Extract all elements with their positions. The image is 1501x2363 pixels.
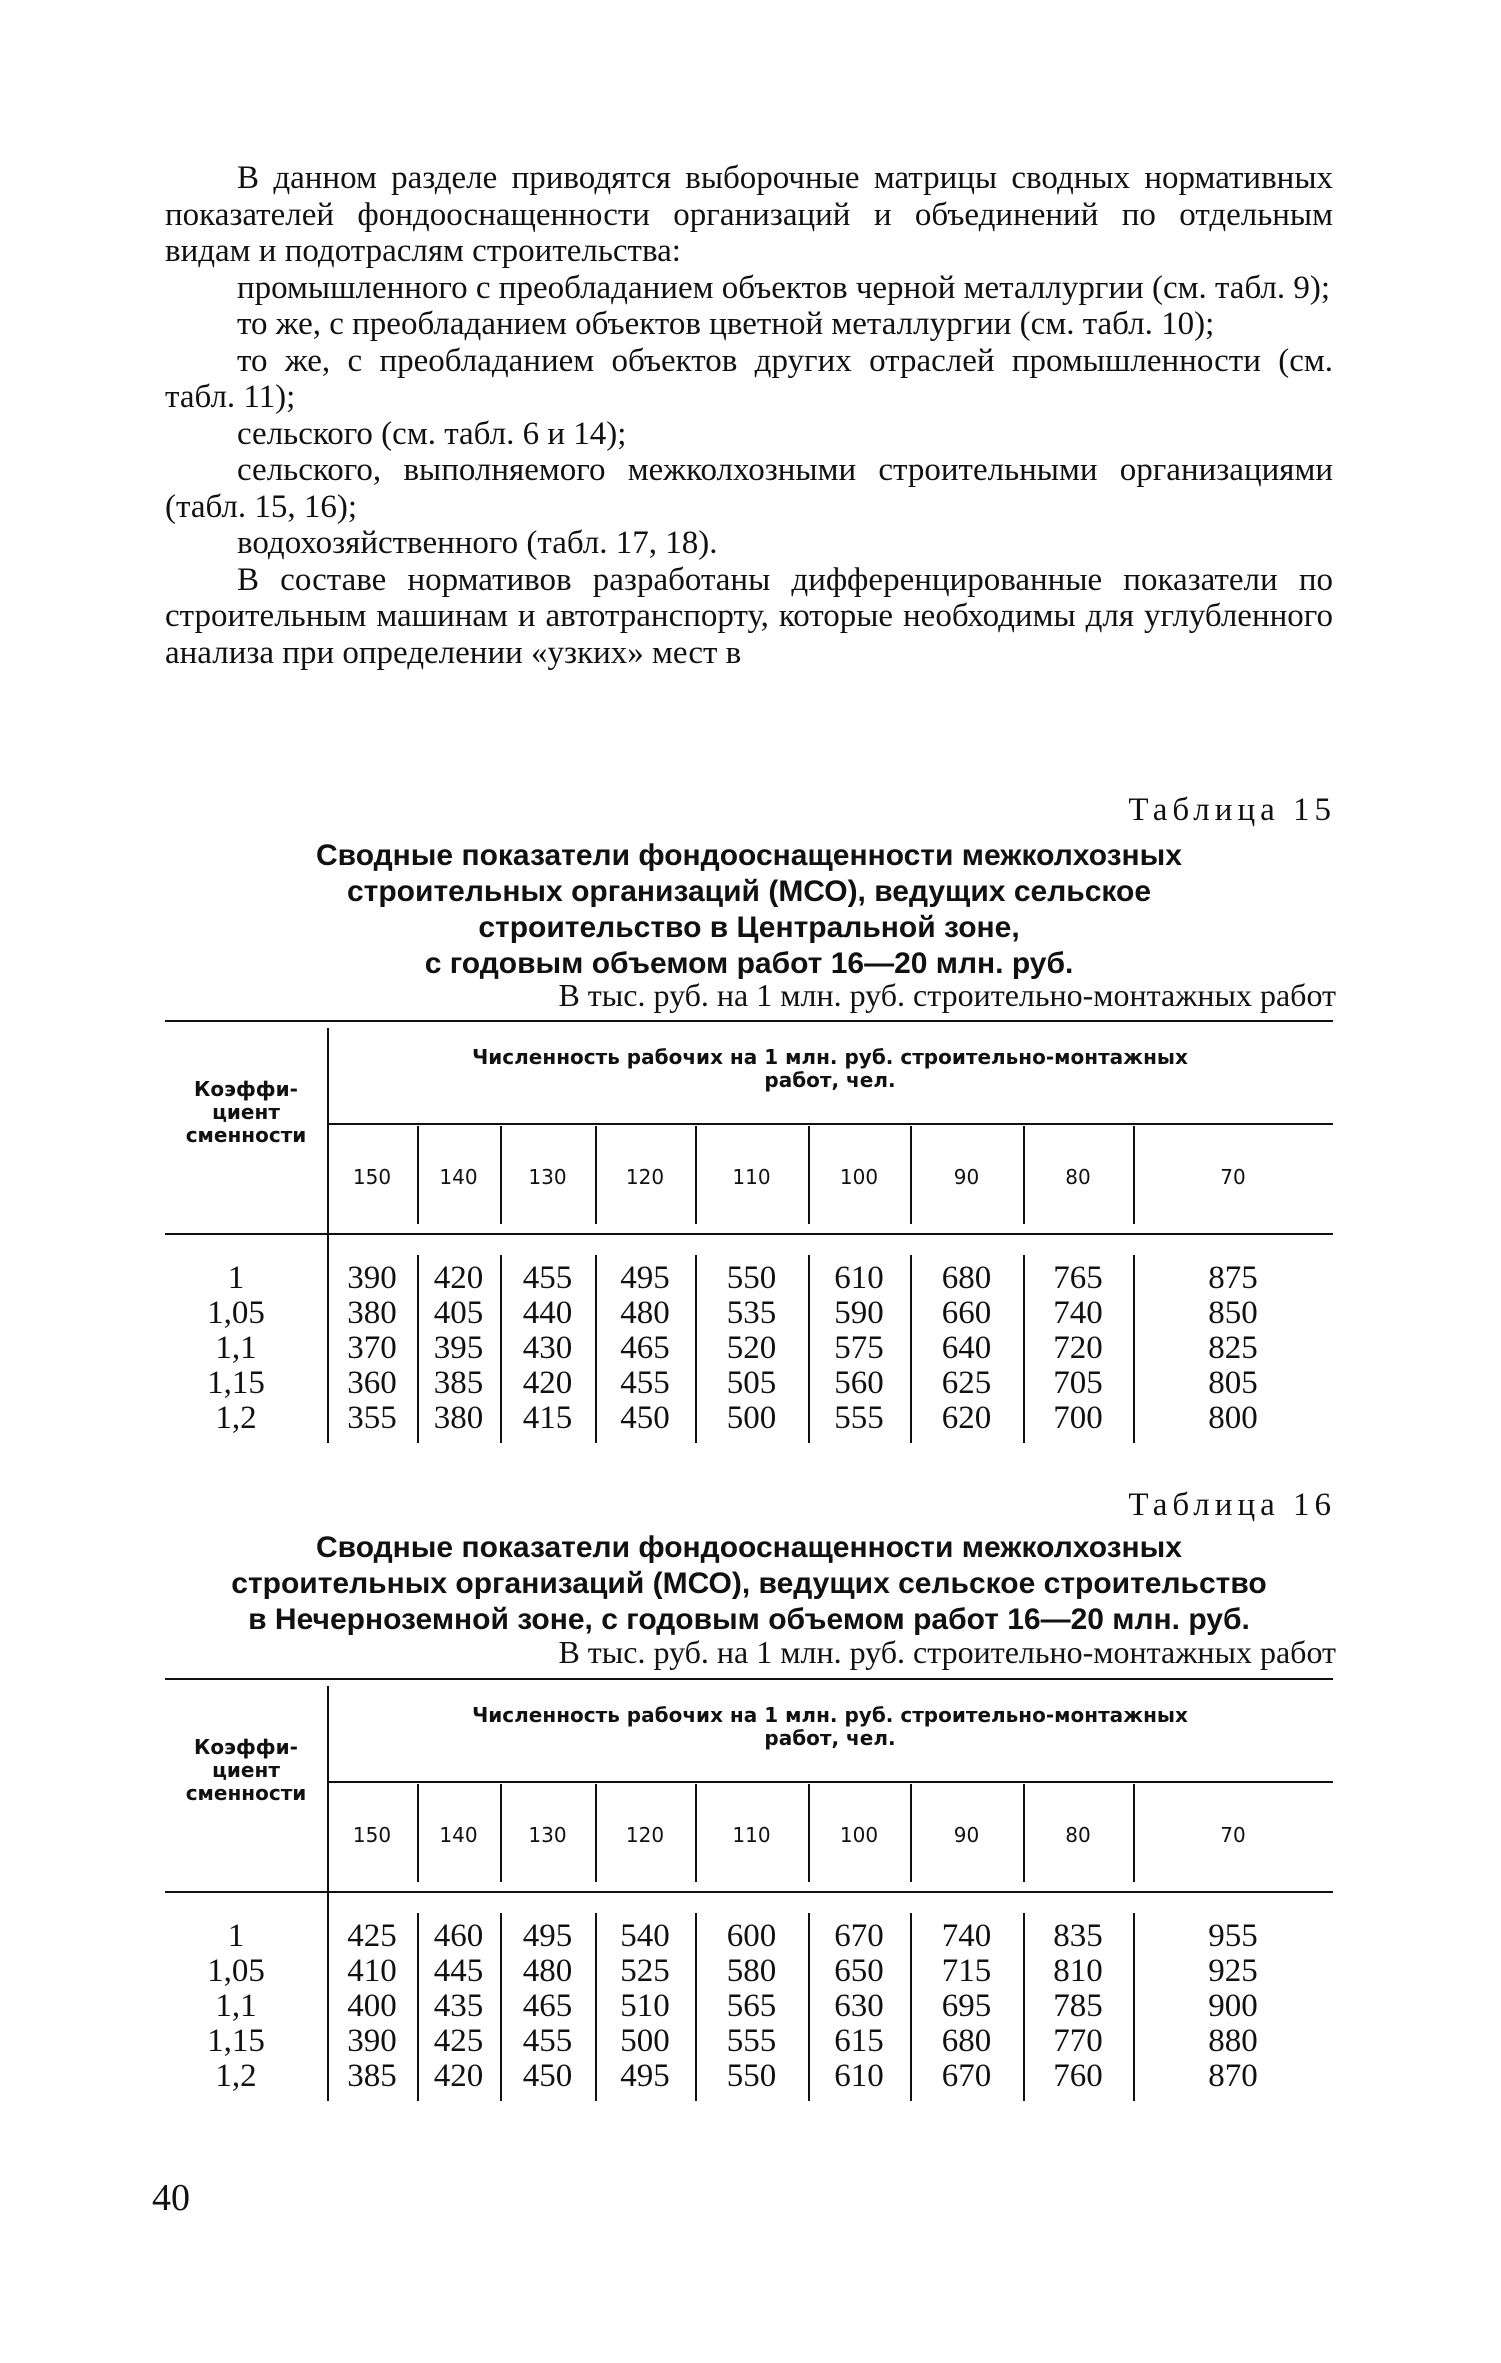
table-cell: 680: [941, 1260, 992, 1296]
table-cell: 465: [522, 1988, 573, 2024]
table-cell: 500: [726, 1400, 777, 1436]
table-cell: 610: [834, 2058, 884, 2094]
table-cell: 425: [347, 1918, 397, 1954]
table-cell: 875: [1208, 1260, 1258, 1296]
table-cell: 615: [834, 2023, 884, 2059]
table-cell: 740: [1053, 1295, 1103, 1331]
table-title-line: Сводные показатели фондооснащенности межколхозных: [316, 839, 1182, 872]
table-cell: 415: [522, 1400, 573, 1436]
column-header: 130: [528, 1823, 567, 1847]
page-number: 40: [152, 2177, 190, 2219]
table-title-line: строительство в Центральной зоне,: [478, 911, 1020, 944]
table-top-rule: [165, 1020, 1333, 1022]
table-cell: 810: [1053, 1953, 1103, 1989]
table-cell: 465: [620, 1330, 670, 1366]
column-header: 110: [732, 1823, 771, 1847]
table-cell: 395: [433, 1330, 484, 1366]
table-cell: 420: [522, 1365, 573, 1401]
table-cell: 715: [941, 1953, 992, 1989]
column-group-header-line: Численность рабочих на 1 млн. руб. строительно-монтажных: [472, 1703, 1188, 1727]
table-cell: 770: [1053, 2023, 1103, 2059]
column-header: 90: [953, 1823, 980, 1847]
table-cell: 720: [1053, 1330, 1103, 1366]
table-cell: 495: [522, 1918, 573, 1954]
table-cell: 555: [726, 2023, 777, 2059]
table-title-line: строительных организаций (МСО), ведущих сельское: [346, 875, 1152, 908]
table-cell: 355: [347, 1400, 397, 1436]
table-cell: 955: [1208, 1918, 1258, 1954]
row-header-line: Коэффи-: [194, 1735, 298, 1759]
table-cell: 440: [522, 1295, 573, 1331]
table-cell: 390: [347, 2023, 397, 2059]
table-cell: 400: [347, 1988, 397, 2024]
column-group-header-line: работ, чел.: [764, 1068, 896, 1092]
table-cell: 610: [834, 1260, 884, 1296]
column-group-header-line: работ, чел.: [764, 1726, 896, 1750]
table-cell: 410: [347, 1953, 397, 1989]
table16-unit: В тыс. руб. на 1 млн. руб. строительно-монтажных работ: [558, 1634, 1336, 1670]
table-cell: 785: [1053, 1988, 1103, 2024]
table-cell: 360: [347, 1365, 397, 1401]
table-cell: 575: [834, 1330, 884, 1366]
table-cell: 535: [726, 1295, 777, 1331]
table-header-rule: [165, 1233, 1333, 1235]
intro-paragraph: В данном разделе приводятся выборочные матрицы сводных нормативных показателей фондооснащенности организаций и объединений по отдельным видам и подотраслям строительства:: [165, 160, 1333, 269]
table-cell: 630: [834, 1988, 884, 2024]
column-header: 150: [352, 1165, 392, 1189]
table-cell: 760: [1053, 2058, 1103, 2094]
column-header: 130: [528, 1165, 567, 1189]
table-title-line: Сводные показатели фондооснащенности межколхозных: [316, 1531, 1182, 1564]
table-cell: 425: [433, 2023, 484, 2059]
table-cell: 880: [1208, 2023, 1258, 2059]
table-cell: 600: [726, 1918, 777, 1954]
table16-label: Таблица 16: [1128, 1487, 1336, 1523]
row-header-line: сменности: [185, 1781, 307, 1805]
table-cell: 390: [347, 1260, 397, 1296]
table-cell: 560: [834, 1365, 884, 1401]
table-cell: 385: [433, 1365, 484, 1401]
table-cell: 740: [941, 1918, 992, 1954]
table-cell: 670: [941, 2058, 992, 2094]
intro-paragraph: то же, с преобладанием объектов цветной металлургии (см. табл. 10);: [237, 306, 1215, 342]
intro-paragraph: то же, с преобладанием объектов других отраслей промышленности (см. табл. 11);: [165, 342, 1333, 415]
table-cell: 670: [834, 1918, 884, 1954]
table-cell: 700: [1053, 1400, 1103, 1436]
table-cell: 705: [1053, 1365, 1103, 1401]
table-cell: 580: [726, 1953, 777, 1989]
table-cell: 495: [620, 2058, 670, 2094]
row-coefficient: 1,2: [215, 1400, 257, 1436]
table-cell: 495: [620, 1260, 670, 1296]
row-coefficient: 1: [227, 1918, 245, 1954]
table-cell: 620: [941, 1400, 992, 1436]
table-title-line: с годовым объемом работ 16—20 млн. руб.: [424, 947, 1074, 980]
table-header-rule: [165, 1891, 1333, 1893]
table-cell: 765: [1053, 1260, 1103, 1296]
table-subheader-rule: [327, 1781, 1333, 1783]
table-cell: 500: [620, 2023, 670, 2059]
table-cell: 510: [620, 1988, 670, 2024]
column-header: 70: [1220, 1823, 1246, 1847]
table-cell: 640: [941, 1330, 992, 1366]
table-cell: 525: [620, 1953, 670, 1989]
table-title-line: в Нечерноземной зоне, с годовым объемом работ 16—20 млн. руб.: [248, 1603, 1250, 1636]
table-cell: 380: [347, 1295, 397, 1331]
table-cell: 805: [1208, 1365, 1258, 1401]
row-coefficient: 1,15: [207, 2023, 265, 2059]
row-coefficient: 1: [227, 1260, 245, 1296]
table15-label: Таблица 15: [1128, 792, 1336, 828]
table-cell: 680: [941, 2023, 992, 2059]
column-header: 140: [439, 1823, 478, 1847]
table-cell: 520: [726, 1330, 777, 1366]
row-coefficient: 1,15: [207, 1365, 265, 1401]
intro-paragraph: сельского (см. табл. 6 и 14);: [237, 415, 627, 452]
table-cell: 450: [620, 1400, 670, 1436]
table-cell: 565: [726, 1988, 777, 2024]
row-coefficient: 1,1: [215, 1988, 257, 2024]
table-cell: 455: [620, 1365, 670, 1401]
table-cell: 435: [433, 1988, 484, 2024]
table-cell: 590: [834, 1295, 884, 1331]
column-group-header: [327, 1704, 1333, 1750]
column-group-header: [327, 1046, 1333, 1092]
column-header: 150: [352, 1823, 392, 1847]
table-cell: 445: [433, 1953, 484, 1989]
table-cell: 480: [522, 1953, 573, 1989]
row-header-line: циент: [212, 1100, 280, 1124]
table-cell: 420: [433, 1260, 484, 1296]
table-cell: 900: [1208, 1988, 1258, 2024]
table-cell: 405: [433, 1295, 484, 1331]
table15-title: [165, 838, 1333, 982]
table-cell: 450: [522, 2058, 573, 2094]
table-cell: 420: [433, 2058, 484, 2094]
table-top-rule: [165, 1678, 1333, 1680]
row-header-line: циент: [212, 1758, 280, 1782]
intro-text: [165, 160, 1333, 671]
table-cell: 540: [620, 1918, 670, 1954]
table-cell: 455: [522, 2023, 573, 2059]
table-cell: 480: [620, 1295, 670, 1331]
table-subheader-rule: [327, 1123, 1333, 1125]
table-cell: 925: [1208, 1953, 1258, 1989]
row-coefficient: 1,2: [215, 2058, 257, 2094]
row-header-line: сменности: [185, 1123, 307, 1147]
column-group-header-line: Численность рабочих на 1 млн. руб. строительно-монтажных: [472, 1045, 1188, 1069]
column-header: 110: [732, 1165, 771, 1189]
column-header: 90: [953, 1165, 980, 1189]
table-cell: 825: [1208, 1330, 1258, 1366]
table-cell: 660: [941, 1295, 992, 1331]
table-cell: 835: [1053, 1918, 1103, 1954]
table-cell: 870: [1208, 2058, 1258, 2094]
column-header: 140: [439, 1165, 478, 1189]
table-cell: 850: [1208, 1295, 1258, 1331]
intro-paragraph: водохозяйственного (табл. 17, 18).: [237, 525, 718, 561]
column-header: 120: [625, 1165, 665, 1189]
column-header: 80: [1065, 1823, 1091, 1847]
table-cell: 455: [522, 1260, 573, 1296]
table-cell: 385: [347, 2058, 397, 2094]
table-cell: 550: [726, 1260, 777, 1296]
table-cell: 505: [726, 1365, 777, 1401]
row-coefficient: 1,05: [207, 1295, 265, 1331]
column-header: 120: [625, 1823, 665, 1847]
row-coefficient: 1,05: [207, 1953, 265, 1989]
table-cell: 430: [522, 1330, 573, 1366]
table-cell: 550: [726, 2058, 777, 2094]
intro-paragraph: сельского, выполняемого межколхозными строительными организациями (табл. 15, 16);: [165, 452, 1333, 525]
table-cell: 800: [1208, 1400, 1258, 1436]
row-header: [165, 1736, 327, 1805]
column-header: 70: [1220, 1165, 1246, 1189]
table-cell: 695: [941, 1988, 992, 2024]
table-cell: 380: [433, 1400, 484, 1436]
column-header: 100: [839, 1165, 879, 1189]
table-cell: 370: [347, 1330, 397, 1366]
column-header: 100: [839, 1823, 879, 1847]
column-header: 80: [1065, 1165, 1091, 1189]
intro-paragraph: В составе нормативов разработаны дифференцированные показатели по строительным машинам и автотранспорту, которые необходимы для углубленного анализа при определении «узких» мест в: [165, 561, 1333, 671]
table15-unit: В тыс. руб. на 1 млн. руб. строительно-монтажных работ: [558, 977, 1336, 1013]
table-cell: 650: [834, 1953, 884, 1989]
row-header-line: Коэффи-: [194, 1077, 298, 1101]
row-coefficient: 1,1: [215, 1330, 257, 1366]
table-cell: 460: [433, 1918, 484, 1954]
table16-title: [165, 1530, 1333, 1638]
table-cell: 555: [834, 1400, 884, 1436]
table-title-line: строительных организаций (МСО), ведущих сельское строительство: [231, 1567, 1267, 1600]
table-cell: 625: [941, 1365, 992, 1401]
row-header: [165, 1078, 327, 1147]
intro-paragraph: промышленного с преобладанием объектов черной металлургии (см. табл. 9);: [237, 269, 1331, 306]
